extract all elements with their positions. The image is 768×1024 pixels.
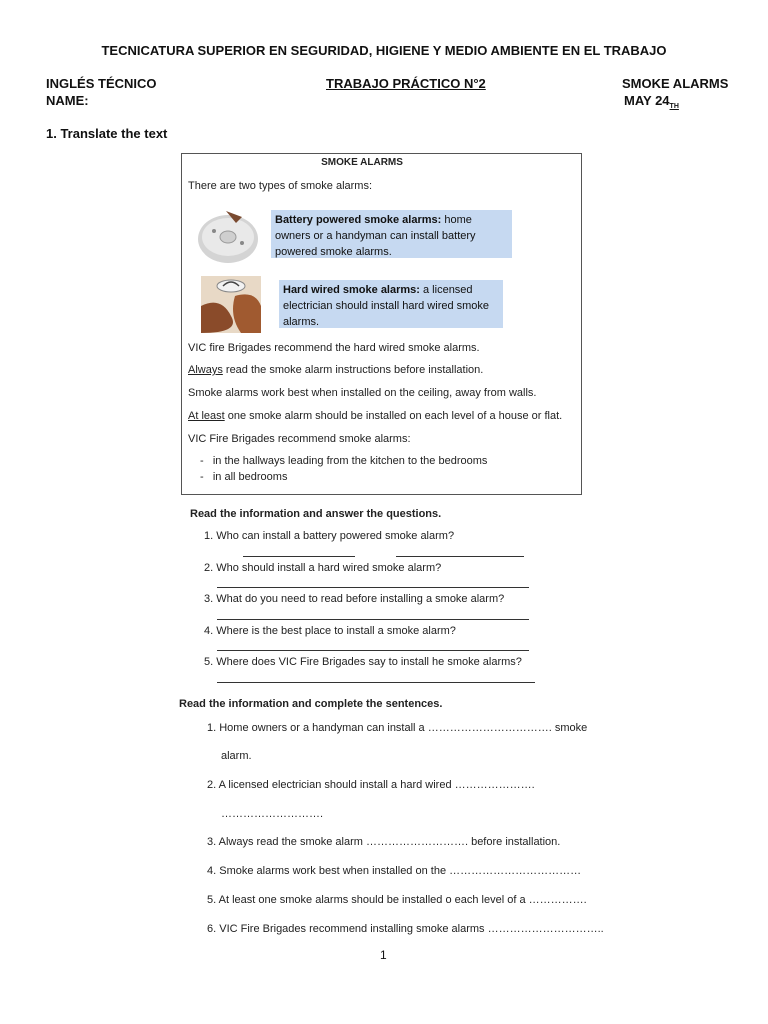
question-2: 2. Who should install a hard wired smoke alarm?	[204, 562, 442, 574]
date-suffix: TH	[669, 103, 679, 110]
box-line-4	[188, 410, 562, 422]
box-line-5: VIC Fire Brigades recommend smoke alarms:	[188, 433, 411, 445]
sentence-3: 3. Always read the smoke alarm ………………………. before installation.	[207, 836, 561, 848]
page-number: 1	[380, 948, 387, 962]
hardwired-alarm-term: Hard wired smoke alarms:	[283, 284, 420, 296]
box-line-4-underlined: At least	[188, 410, 225, 422]
date-label	[624, 93, 679, 110]
sentence-5: 5. At least one smoke alarms should be installed o each level of a …………….	[207, 894, 587, 906]
answer-line-5[interactable]	[217, 682, 535, 683]
sentence-2b: ……………………….	[221, 808, 324, 820]
box-bullet-1-text: in the hallways leading from the kitchen to the bedrooms	[212, 455, 488, 467]
box-line-2-underlined: Always	[188, 364, 223, 376]
box-line-4-rest: one smoke alarm should be installed on each level of a house or flat.	[224, 410, 563, 422]
questions-heading: Read the information and answer the questions.	[190, 508, 442, 520]
sentence-4: 4. Smoke alarms work best when installed on the ………………………………	[207, 865, 582, 877]
hardwired-alarm-desc: a licensed electrician should install hard wired smoke alarms.	[283, 284, 490, 328]
practice-title: TRABAJO PRÁCTICO N°2	[326, 76, 486, 91]
question-1: 1. Who can install a battery powered smoke alarm?	[204, 530, 455, 542]
box-line-2-rest: read the smoke alarm instructions before installation.	[222, 364, 484, 376]
box-line-1: VIC fire Brigades recommend the hard wired smoke alarms.	[188, 342, 480, 354]
topic-label: SMOKE ALARMS	[622, 76, 729, 91]
box-line-3: Smoke alarms work best when installed on the ceiling, away from walls.	[188, 387, 537, 399]
answer-line-2[interactable]	[217, 587, 529, 588]
question-5: 5. Where does VIC Fire Brigades say to install he smoke alarms?	[204, 656, 522, 668]
answer-line-1a[interactable]	[243, 556, 355, 557]
answer-line-1b[interactable]	[396, 556, 524, 557]
hardwired-smoke-alarm-image	[201, 276, 261, 333]
battery-alarm-highlight	[271, 210, 512, 258]
complete-heading: Read the information and complete the sentences.	[179, 698, 443, 710]
question-3: 3. What do you need to read before installing a smoke alarm?	[204, 593, 505, 605]
sentence-2a: 2. A licensed electrician should install a hard wired ………………….	[207, 779, 535, 791]
answer-line-3[interactable]	[217, 619, 529, 620]
name-label: NAME:	[46, 93, 89, 108]
subject-label: INGLÉS TÉCNICO	[46, 76, 157, 91]
task-translate-label: 1. Translate the text	[46, 126, 168, 141]
institution-title: TECNICATURA SUPERIOR EN SEGURIDAD, HIGIENE Y MEDIO AMBIENTE EN EL TRABAJO	[101, 43, 667, 58]
question-4: 4. Where is the best place to install a smoke alarm?	[204, 625, 456, 637]
date-main: MAY 24	[624, 93, 670, 108]
box-bullet-2-text: in all bedrooms	[212, 471, 288, 483]
box-bullet-1: - in the hallways leading from the kitchen to the bedrooms	[200, 455, 488, 467]
box-bullet-2: - in all bedrooms	[200, 471, 288, 483]
battery-alarm-desc: home owners or a handyman can install battery powered smoke alarms.	[275, 214, 476, 258]
box-line-2	[188, 364, 483, 376]
box-title: SMOKE ALARMS	[321, 157, 403, 168]
hardwired-alarm-highlight	[279, 280, 503, 328]
answer-line-4[interactable]	[217, 650, 529, 651]
sentence-1a: 1. Home owners or a handyman can install a ……………………………. smoke	[207, 722, 588, 734]
battery-alarm-term: Battery powered smoke alarms:	[275, 214, 442, 226]
sentence-1b: alarm.	[221, 750, 252, 762]
battery-smoke-alarm-image	[196, 203, 260, 267]
sentence-6: 6. VIC Fire Brigades recommend installing smoke alarms …………………………..	[207, 923, 604, 935]
box-intro: There are two types of smoke alarms:	[188, 180, 373, 192]
